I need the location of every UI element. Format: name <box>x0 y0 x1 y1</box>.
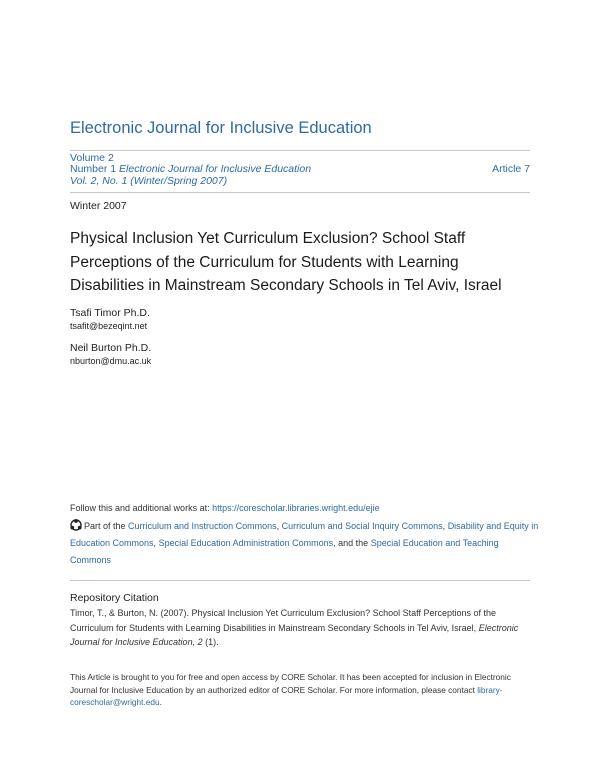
notice-end: . <box>159 697 162 707</box>
paper-title: Physical Inclusion Yet Curriculum Exclusion? School Staff Perceptions of the Curriculum for Students with Learning Disabilities in Mainstream Secondary Schools in Tel Aviv, Israel <box>70 230 502 294</box>
disability-equity-commons-link[interactable]: Disability and Equity in Education Commons <box>70 521 539 548</box>
citation-heading: Repository Citation <box>70 592 159 604</box>
special-education-teaching-commons-link[interactable]: Special Education and Teaching Commons <box>70 538 499 565</box>
top-divider <box>70 150 530 151</box>
separator: , <box>153 538 159 548</box>
separator: , <box>442 521 448 531</box>
publication-date: Winter 2007 <box>70 200 127 212</box>
middle-divider <box>70 192 530 193</box>
follow-text: Follow this and additional works at: <box>70 503 213 513</box>
special-education-administration-commons-link[interactable]: Special Education Administration Commons <box>158 538 334 548</box>
author-email: tsafit@bezeqint.net <box>70 321 148 331</box>
lower-divider <box>70 580 530 581</box>
citation-journal: Electronic Journal for Inclusive Education, 2 <box>70 622 519 647</box>
separator: , <box>276 521 282 531</box>
curriculum-instruction-commons-link[interactable]: Curriculum and Instruction Commons <box>128 521 277 531</box>
citation-body: Timor, T., & Burton, N. (2007). Physical Inclusion Yet Curriculum Exclusion? School Staff Perceptions of the Curriculum for Students with Learning Disabilities in Mainstream Secondary Schools in Tel Aviv, Israel, <box>70 608 497 633</box>
author-email: nburton@dmu.ac.uk <box>70 356 152 366</box>
citation-suffix: (1). <box>202 637 219 647</box>
issue-number <box>70 164 330 187</box>
article-number-link[interactable]: Article 7 <box>492 163 530 175</box>
citation-text <box>70 606 538 650</box>
volume-link[interactable]: Volume 2 <box>70 152 114 164</box>
issue-link[interactable]: Electronic Journal for Inclusive Education Vol. 2, No. 1 (Winter/Spring 2007) <box>70 163 312 187</box>
author-name: Tsafi Timor Ph.D. <box>70 307 150 319</box>
network-icon <box>70 519 82 531</box>
contact-email-link[interactable]: library-corescholar@wright.edu <box>70 684 503 707</box>
follow-line <box>70 500 540 517</box>
repository-url-link[interactable]: https://corescholar.libraries.wright.edu/ejie <box>212 503 380 513</box>
curriculum-social-inquiry-commons-link[interactable]: Curriculum and Social Inquiry Commons <box>281 521 443 531</box>
part-of-prefix: Part of the <box>84 521 129 531</box>
journal-title-link[interactable]: Electronic Journal for Inclusive Education <box>70 119 372 137</box>
access-notice <box>70 671 540 709</box>
author-name: Neil Burton Ph.D. <box>70 342 152 354</box>
and-text: , and the <box>333 538 371 548</box>
part-of-block <box>70 518 540 569</box>
number-prefix-link[interactable]: Number 1 <box>70 163 117 175</box>
notice-text: This Article is brought to you for free and open access by CORE Scholar. It has been accepted for inclusion in Electronic Journal for Inclusive Education by an authorized editor of CORE Scholar. For more information, please contact <box>70 672 511 695</box>
